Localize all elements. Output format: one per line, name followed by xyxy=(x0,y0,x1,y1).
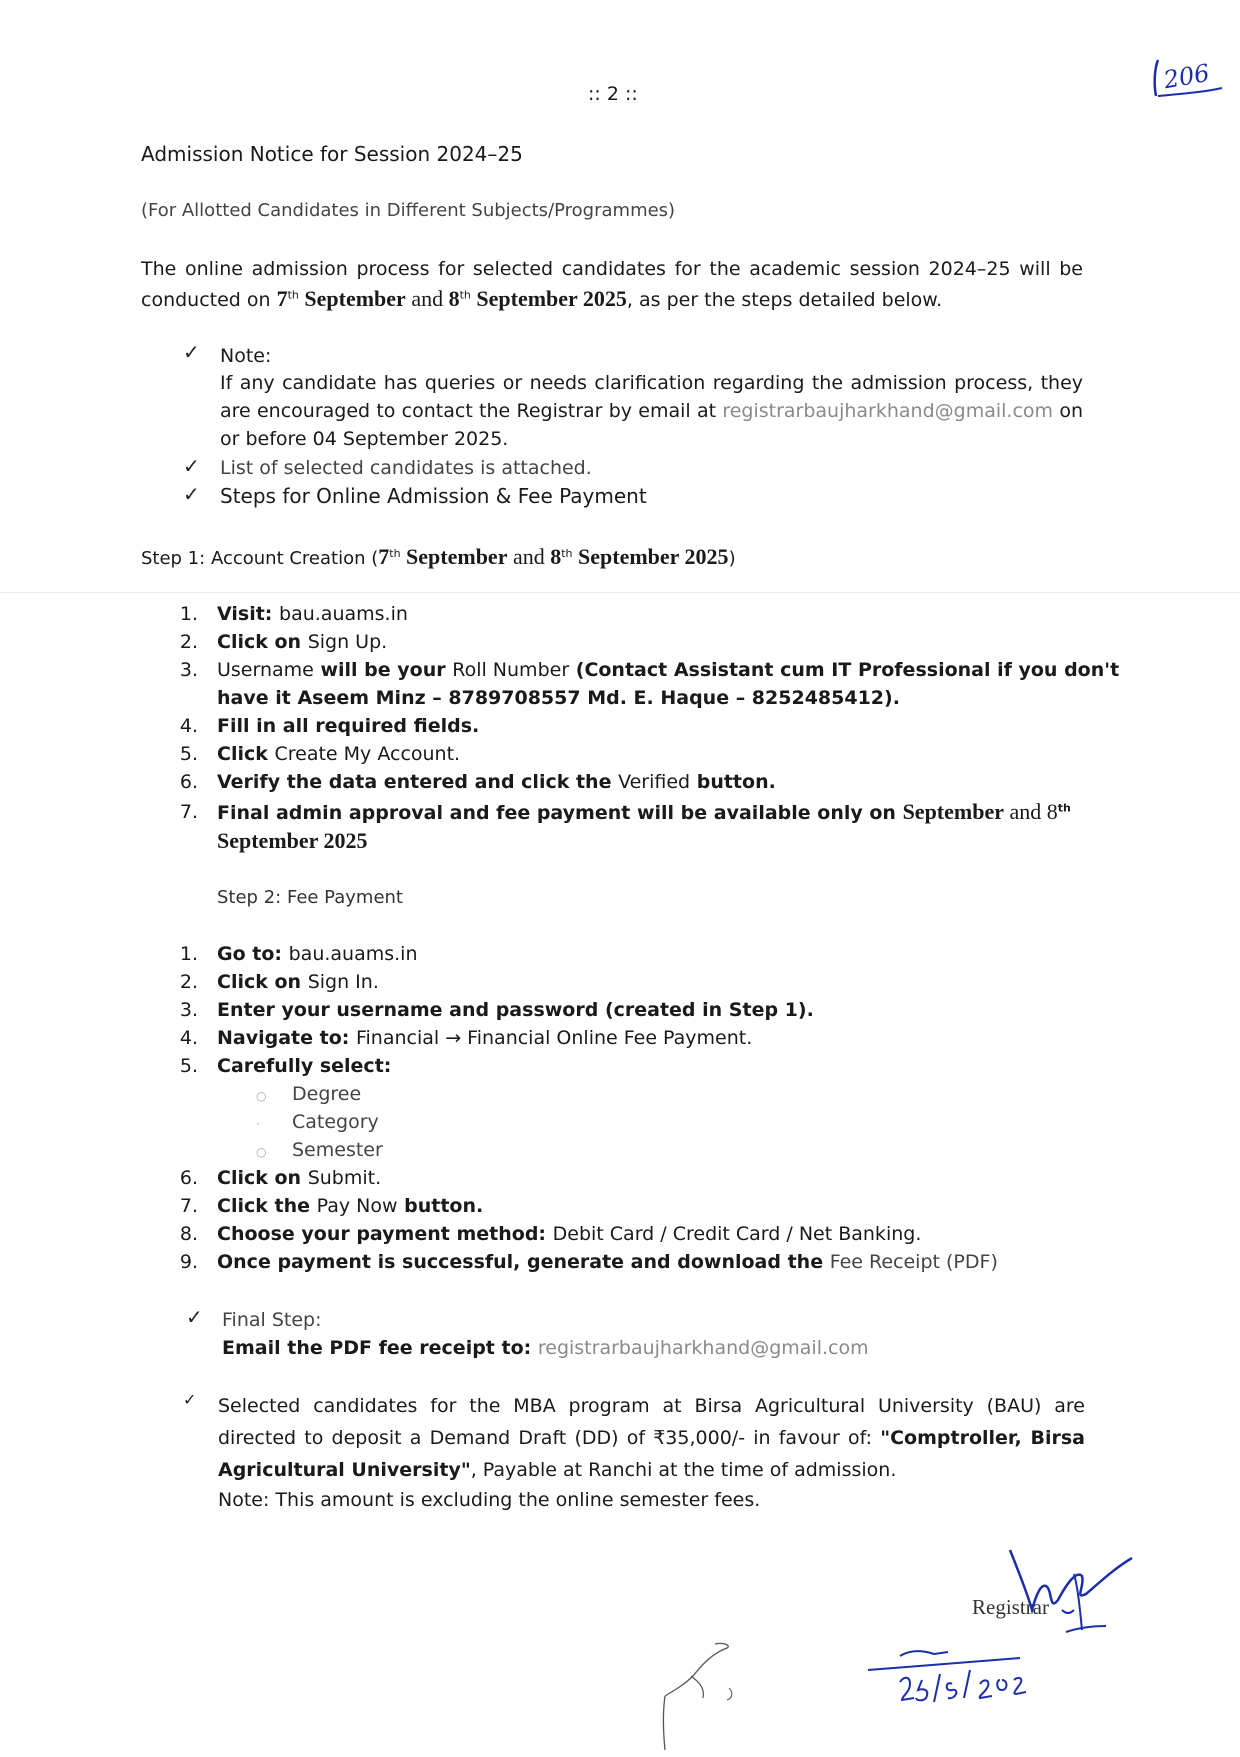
step1-item-approval: Final admin approval and fee payment will be available only on September and 8th xyxy=(217,799,1071,824)
list-number: 8. xyxy=(179,1223,198,1245)
list-attached-note: List of selected candidates is attached. xyxy=(220,457,592,479)
svg-text:206: 206 xyxy=(1161,58,1212,95)
list-number: 4. xyxy=(179,715,198,737)
circle-bullet-icon: ○ xyxy=(256,1089,267,1103)
step2-item-submit: Click on Submit. xyxy=(217,1167,382,1189)
note-text: If any candidate has queries or needs clarification regarding the admission process, they are encouraged to contact the Registrar by email at registrarbaujharkhand@gmail.com on or before 04 September 2025. xyxy=(220,372,1083,450)
step2-item-receipt: Once payment is successful, generate and download the Fee Receipt (PDF) xyxy=(217,1251,998,1273)
step1-item-username: Username will be your Roll Number (Contact Assistant cum IT Professional if you don't xyxy=(217,659,1120,681)
step2-item-credentials: Enter your username and password (created in Step 1). xyxy=(217,999,814,1021)
step2-item-goto: Go to: bau.auams.in xyxy=(217,943,418,965)
circle-bullet-icon: ○ xyxy=(256,1145,267,1159)
list-number: 5. xyxy=(179,1055,198,1077)
check-icon: ✓ xyxy=(183,1390,197,1409)
step2-item-paynow: Click the Pay Now button. xyxy=(217,1195,484,1217)
step1-item-visit: Visit: bau.auams.in xyxy=(217,603,408,625)
list-number: 7. xyxy=(179,1195,198,1217)
pencil-scribble xyxy=(655,1640,755,1757)
step2-item-signin: Click on Sign In. xyxy=(217,971,379,993)
registrar-title: Registrar xyxy=(972,1595,1049,1619)
intro-paragraph: The online admission process for selected candidates for the academic session 2024–25 will be conducted on 7th September and 8th September 2025, as per the steps detailed below. xyxy=(141,258,1083,311)
step2-item-method: Choose your payment method: Debit Card / Credit Card / Net Banking. xyxy=(217,1223,922,1245)
handwritten-page-number xyxy=(1150,48,1230,107)
list-number: 1. xyxy=(179,603,198,625)
list-number: 3. xyxy=(179,659,198,681)
note-label: Note: xyxy=(220,345,272,367)
dated-initials xyxy=(860,1640,1040,1714)
step2-item-select: Carefully select: xyxy=(217,1055,392,1077)
list-number: 7. xyxy=(179,801,198,823)
step1-item-create: Click Create My Account. xyxy=(217,743,461,765)
site-link[interactable]: bau.auams.in xyxy=(279,603,408,625)
list-number: 4. xyxy=(179,1027,198,1049)
list-number: 3. xyxy=(179,999,198,1021)
page-title: Admission Notice for Session 2024–25 xyxy=(141,142,523,166)
check-icon: ✓ xyxy=(183,482,200,506)
list-number: 5. xyxy=(179,743,198,765)
registrar-email-link[interactable]: registrarbaujharkhand@gmail.com xyxy=(722,400,1054,422)
list-number: 9. xyxy=(179,1251,198,1273)
list-number: 1. xyxy=(179,943,198,965)
circle-bullet-icon: · xyxy=(256,1117,260,1131)
list-number: 2. xyxy=(179,971,198,993)
list-number: 2. xyxy=(179,631,198,653)
step1-item-verify: Verify the data entered and click the Verified button. xyxy=(217,771,776,793)
step2-item-navigate: Navigate to: Financial → Financial Online Fee Payment. xyxy=(217,1027,753,1049)
step1-item-fields: Fill in all required fields. xyxy=(217,715,480,737)
step1-item-approval-date: September 2025 xyxy=(217,828,368,853)
step1-heading: Step 1: Account Creation (7th September and 8th September 2025) xyxy=(141,544,736,569)
option-degree: Degree xyxy=(292,1083,362,1105)
page-subtitle: (For Allotted Candidates in Different Subjects/Programmes) xyxy=(141,200,676,221)
steps-heading: Steps for Online Admission & Fee Payment xyxy=(220,484,647,508)
list-number: 6. xyxy=(179,771,198,793)
mba-paragraph: Selected candidates for the MBA program at Birsa Agricultural University (BAU) are directed to deposit a Demand Draft (DD) of ₹35,000/- in favour of: "Comptroller, Birsa Agricultural University", Payable at Ranchi at the time of admission. xyxy=(218,1395,1085,1481)
list-number: 6. xyxy=(179,1167,198,1189)
step1-item-username-cont: have it Aseem Minz – 8789708557 Md. E. Haque – 8252485412). xyxy=(217,687,900,709)
final-step-email: Email the PDF fee receipt to: registrarbaujharkhand@gmail.com xyxy=(222,1337,869,1359)
page-number-mark: :: 2 :: xyxy=(588,83,638,105)
scan-seam xyxy=(0,592,1240,593)
option-semester: Semester xyxy=(292,1139,383,1161)
check-icon: ✓ xyxy=(183,454,200,478)
step1-item-signup: Click on Sign Up. xyxy=(217,631,388,653)
mba-note: Note: This amount is excluding the online semester fees. xyxy=(218,1489,761,1511)
option-category: Category xyxy=(292,1111,379,1133)
receipt-email-link[interactable]: registrarbaujharkhand@gmail.com xyxy=(537,1337,869,1359)
step2-heading: Step 2: Fee Payment xyxy=(217,887,403,908)
site-link[interactable]: bau.auams.in xyxy=(288,943,418,965)
check-icon: ✓ xyxy=(186,1305,203,1329)
final-step-label: Final Step: xyxy=(222,1309,322,1331)
check-icon: ✓ xyxy=(183,340,200,364)
